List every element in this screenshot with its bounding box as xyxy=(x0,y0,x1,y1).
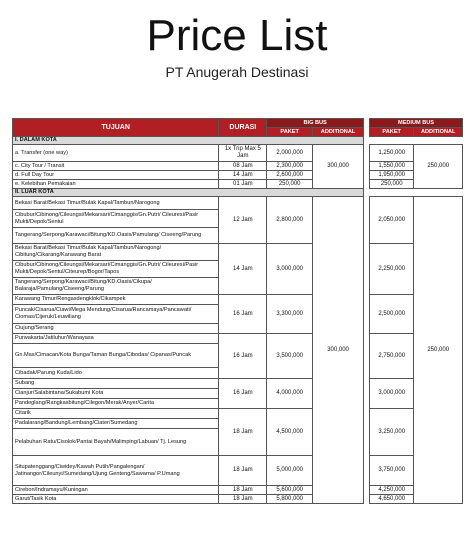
medium-paket-cell: 1,250,000 xyxy=(370,145,414,162)
tujuan-cell: Cibadak/Parung Kuda/Lido xyxy=(13,368,219,379)
tujuan-cell: Bekasi Barat/Bekasi Timur/Bulak Kapal/Tambun/Narogong/ Cibitung/Cikarang/Karawang Barat xyxy=(13,244,219,261)
paket-cell: 2,300,000 xyxy=(267,162,313,171)
durasi-cell: 18 Jam xyxy=(219,409,267,456)
tujuan-cell: Subang xyxy=(13,379,219,389)
paket-cell: 3,000,000 xyxy=(267,244,313,295)
header-medium-paket: PAKET xyxy=(370,128,414,137)
table-row xyxy=(13,486,364,495)
tujuan-cell: c. City Tour / Transit xyxy=(13,162,219,171)
durasi-cell: 01 Jam xyxy=(219,180,267,189)
price-table-big-bus xyxy=(12,118,364,504)
tujuan-cell: Karawang Timur/Rengasdengklok/Cikampek xyxy=(13,295,219,305)
table-row xyxy=(13,244,364,261)
tujuan-cell: Pandeglang/Rangkasbitung/Cilegon/Merak/Anyer/Carita xyxy=(13,399,219,409)
header-big-additional: ADDITIONAL xyxy=(313,128,364,137)
tujuan-cell: e. Kelebihan Pemakaian xyxy=(13,180,219,189)
durasi-cell: 16 Jam xyxy=(219,295,267,334)
tujuan-cell: Cirebon/Indramayu/Kuningan xyxy=(13,486,219,495)
medium-paket-cell: 250,000 xyxy=(370,180,414,189)
tujuan-cell: Garut/Tasik Kota xyxy=(13,495,219,504)
table-row xyxy=(13,162,364,171)
tujuan-cell: Pelabuhan Ratu/Cisolok/Pantai Bayah/Malimping/Labuan/ Tj. Lesung xyxy=(13,429,219,456)
header-tujuan: TUJUAN xyxy=(13,119,219,137)
header-medium-additional: ADDITIONAL xyxy=(414,128,463,137)
tujuan-cell: Padalarang/Bandung/Lembang/Ciater/Sumedang xyxy=(13,419,219,429)
durasi-cell: 1x Trip Max 5 Jam xyxy=(219,145,267,162)
medium-paket-cell: 2,250,000 xyxy=(370,244,414,295)
page-title: Price List xyxy=(146,11,328,60)
additional-cell: 300,000 xyxy=(313,145,364,189)
medium-paket-cell: 3,000,000 xyxy=(370,379,414,409)
table-row xyxy=(13,171,364,180)
company-name: PT Anugerah Destinasi xyxy=(165,64,309,80)
durasi-cell: 18 Jam xyxy=(219,495,267,504)
section-dalam-kota: I. DALAM KOTA xyxy=(13,137,364,145)
durasi-cell: 14 Jam xyxy=(219,244,267,295)
table-row xyxy=(13,495,364,504)
tujuan-cell: a. Transfer (one way) xyxy=(13,145,219,162)
tujuan-cell: Cianjur/Salabintana/Sukabumi Kota xyxy=(13,389,219,399)
paket-cell: 2,000,000 xyxy=(267,145,313,162)
tujuan-cell: Purwakarta/Jatiluhur/Wanayasa xyxy=(13,334,219,344)
durasi-cell: 08 Jam xyxy=(219,162,267,171)
tujuan-cell: Situpatenggang/Ciwidey/Kawah Putih/Pangalengan/ Jatinangor/Cileunyi/Sumedang/Ujung Genteng/Sawarna/ P.Umang xyxy=(13,456,219,486)
table-row xyxy=(13,180,364,189)
durasi-cell: 18 Jam xyxy=(219,456,267,486)
paket-cell: 5,000,000 xyxy=(267,456,313,486)
table-row xyxy=(13,145,364,162)
paket-cell: 4,000,000 xyxy=(267,379,313,409)
price-table-medium-bus xyxy=(369,118,463,504)
tujuan-cell: Puncak/Cisarua/Ciawi/Mega Mendung/Cisarua/Rancamaya/Pancawati/ Ciomas/Cijeruk/Leuwiliang xyxy=(13,305,219,324)
table-row xyxy=(13,295,364,305)
table-row xyxy=(13,456,364,486)
table-row xyxy=(13,409,364,419)
durasi-cell: 14 Jam xyxy=(219,171,267,180)
medium-paket-cell: 4,250,000 xyxy=(370,486,414,495)
tujuan-cell: Tangerang/Serpong/Karawaci/Bitung/KD.Oasis/Pamulang/ Ciseeng/Parung xyxy=(13,228,219,244)
header-medium-bus: MEDIUM BUS xyxy=(370,119,463,128)
durasi-cell: 16 Jam xyxy=(219,379,267,409)
paket-cell: 250,000 xyxy=(267,180,313,189)
medium-paket-cell: 2,500,000 xyxy=(370,295,414,334)
durasi-cell: 12 Jam xyxy=(219,197,267,244)
medium-paket-cell: 2,750,000 xyxy=(370,334,414,379)
table-row xyxy=(13,379,364,389)
paket-cell: 4,500,000 xyxy=(267,409,313,456)
header-big-paket: PAKET xyxy=(267,128,313,137)
durasi-cell: 18 Jam xyxy=(219,486,267,495)
tujuan-cell: Gn.Mas/Cimacan/Kota Bunga/Taman Bunga/Cibodas/ Cipanas/Puncak xyxy=(13,344,219,368)
durasi-cell: 16 Jam xyxy=(219,334,267,379)
section-luar-kota: II. LUAR KOTA xyxy=(13,189,364,197)
tujuan-cell: Tangerang/Serpong/Karawaci/Bitung/KD.Oasis/Cikupa/ Balaraja/Pamulang/Ciseeng/Parung xyxy=(13,278,219,295)
additional-cell: 300,000 xyxy=(313,197,364,504)
paket-cell: 5,600,000 xyxy=(267,486,313,495)
paket-cell: 3,300,000 xyxy=(267,295,313,334)
paket-cell: 2,600,000 xyxy=(267,171,313,180)
tujuan-cell: Bekasi Barat/Bekasi Timur/Bulak Kapal/Tambun/Narogong xyxy=(13,197,219,210)
medium-paket-cell: 2,050,000 xyxy=(370,197,414,244)
medium-additional-cell: 250,000 xyxy=(414,145,463,189)
tujuan-cell: Cibubur/Cibinong/Cileungsi/Mekarsari/Cimanggis/Gn.Putri/ Cileuresi/Pasir Mukti/Depok/Sentul/Citeurep/Bogor/Tapos xyxy=(13,261,219,278)
medium-paket-cell: 3,250,000 xyxy=(370,409,414,456)
tujuan-cell: Ciujung/Serang xyxy=(13,324,219,334)
table-row xyxy=(13,334,364,344)
medium-additional-cell: 250,000 xyxy=(414,197,463,504)
medium-paket-cell: 1,950,000 xyxy=(370,171,414,180)
tujuan-cell: Citarik xyxy=(13,409,219,419)
paket-cell: 2,800,000 xyxy=(267,197,313,244)
medium-paket-cell: 4,650,000 xyxy=(370,495,414,504)
header-big-bus: BIG BUS xyxy=(267,119,364,128)
tujuan-cell: Cibubur/Cibinong/Cileungsi/Mekarsari/Cimanggis/Gn.Putri/ Cileuresi/Pasir Mukti/Depok/Sentul xyxy=(13,210,219,228)
paket-cell: 5,800,000 xyxy=(267,495,313,504)
paket-cell: 3,500,000 xyxy=(267,334,313,379)
tujuan-cell: d. Full Day Tour xyxy=(13,171,219,180)
table-row xyxy=(13,197,364,210)
header-durasi: DURASI xyxy=(219,119,267,137)
medium-paket-cell: 1,550,000 xyxy=(370,162,414,171)
medium-paket-cell: 3,750,000 xyxy=(370,456,414,486)
